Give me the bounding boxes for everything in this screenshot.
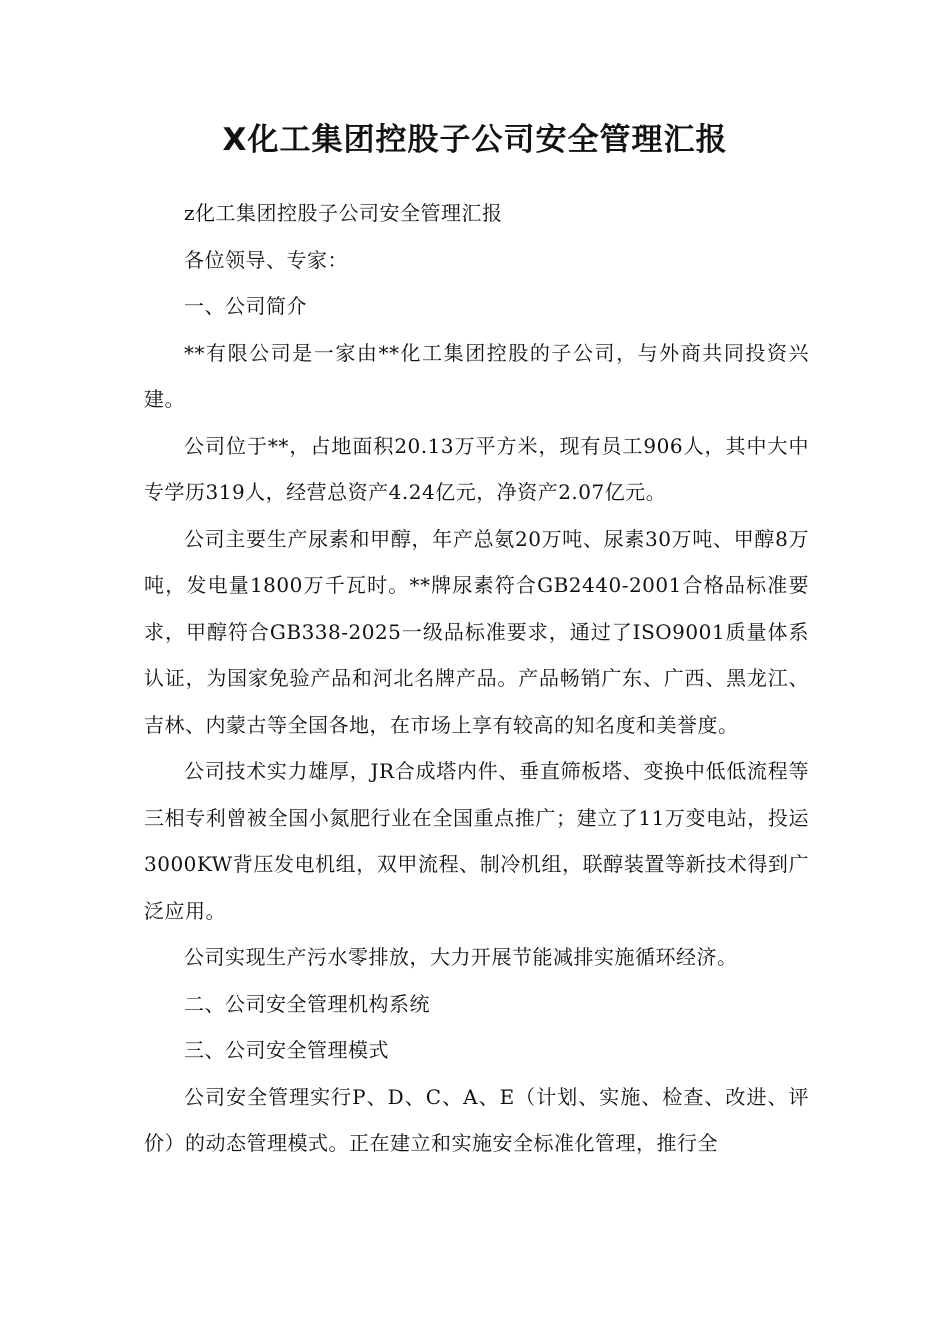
section-heading-safety-organization: 二、公司安全管理机构系统 (184, 991, 430, 1016)
section-heading-safety-mode: 三、公司安全管理模式 (184, 1038, 389, 1062)
body-paragraph: **有限公司是一家由**化工集团控股的子公司，与外商共同投资兴建。 (144, 340, 809, 411)
document-body (144, 190, 809, 1167)
body-paragraph: 公司技术实力雄厚，JR合成塔内件、垂直筛板塔、变换中低低流程等三相专利曾被全国小氮肥行业在全国重点推广；建立了11万变电站，投运3000KW背压发电机组，双甲流程、制冷机组，联醇装置等新技术得到广泛应用。 (144, 759, 809, 923)
subtitle-paragraph: z化工集团控股子公司安全管理汇报 (184, 201, 503, 225)
body-paragraph: 公司实现生产污水零排放，大力开展节能减排实施循环经济。 (184, 945, 738, 969)
body-paragraph: 公司位于**，占地面积20.13万平方米，现有员工906人，其中大中专学历319人，经营总资产4.24亿元，净资产2.07亿元。 (144, 433, 809, 504)
body-paragraph: 公司主要生产尿素和甲醇，年产总氨20万吨、尿素30万吨、甲醇8万吨，发电量1800万千瓦时。**牌尿素符合GB2440-2001合格品标准要求，甲醇符合GB338-2025一级品标准要求，通过了ISO9001质量体系认证，为国家免验产品和河北名牌产品。产品畅销广东、广西、黑龙江、吉林、内蒙古等全国各地，在市场上享有较高的知名度和美誉度。 (144, 526, 809, 737)
salutation-paragraph: 各位领导、专家： (184, 247, 348, 272)
document-title: X化工集团控股子公司安全管理汇报 (222, 122, 728, 158)
body-paragraph: 公司安全管理实行P、D、C、A、E（计划、实施、检查、改进、评价）的动态管理模式。正在建立和实施安全标准化管理，推行全 (144, 1084, 809, 1155)
section-heading-company-intro: 一、公司简介 (184, 294, 307, 318)
